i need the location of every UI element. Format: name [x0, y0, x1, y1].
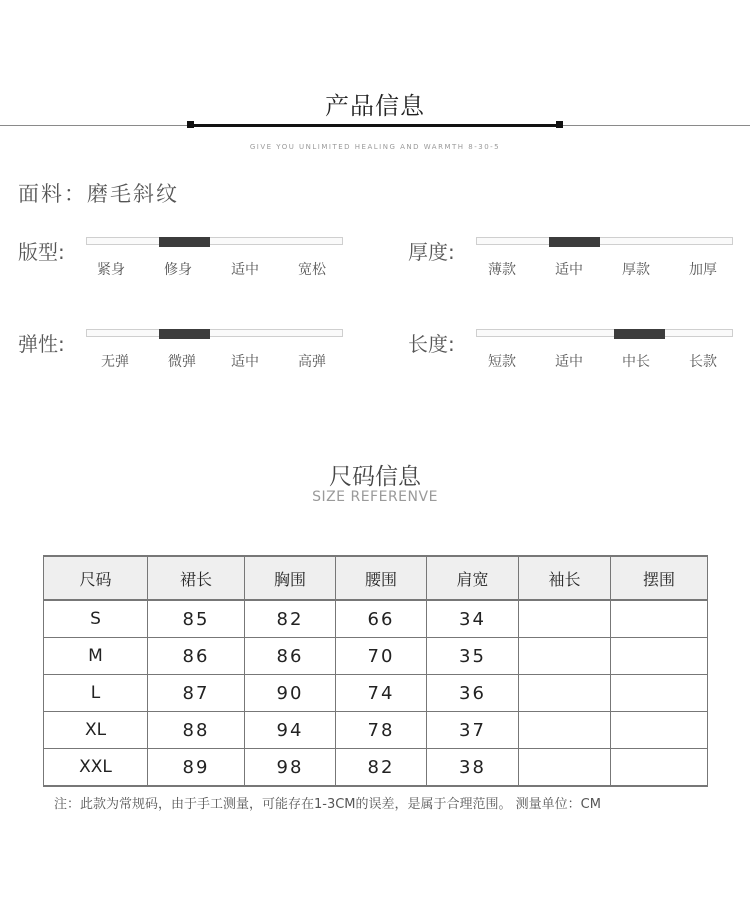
elasticity-option: 适中: [231, 354, 259, 370]
header-subtitle: GIVE YOU UNLIMITED HEALING AND WARMTH 8-30-5: [249, 143, 501, 151]
fit-label: 版型:: [18, 240, 65, 264]
length-option: 长款: [689, 354, 717, 370]
header-shoulder: 肩宽: [427, 556, 519, 600]
table-cell: 82: [336, 749, 427, 787]
length-option: 短款: [488, 354, 516, 370]
table-cell: 74: [336, 675, 427, 712]
header-left-dot: [187, 121, 194, 128]
elasticity-option: 高弹: [298, 354, 326, 370]
size-table: [43, 555, 708, 787]
measurement-note: 注：此款为常规码，由于手工测量，可能存在1-3CM的误差，是属于合理范围。 测量单位：CM: [54, 797, 601, 812]
table-cell: 70: [336, 638, 427, 675]
table-cell: [519, 749, 611, 787]
table-cell: [611, 675, 708, 712]
thickness-option: 厚款: [622, 262, 650, 278]
table-cell: 88: [148, 712, 245, 749]
header-waist: 腰围: [336, 556, 427, 600]
table-cell: 86: [148, 638, 245, 675]
table-cell: 36: [427, 675, 519, 712]
fit-scale-marker: [159, 237, 210, 247]
elasticity-option: 微弹: [168, 354, 196, 370]
thickness-label: 厚度:: [408, 240, 455, 264]
table-cell: [519, 675, 611, 712]
thickness-option: 薄款: [488, 262, 516, 278]
table-cell: [519, 600, 611, 638]
table-cell: [611, 712, 708, 749]
length-option: 中长: [622, 354, 650, 370]
thickness-scale-marker: [549, 237, 600, 247]
header-hem: 摆围: [611, 556, 708, 600]
table-cell: XL: [44, 712, 148, 749]
size-info-title: 尺码信息: [329, 464, 421, 490]
fit-option: 紧身: [97, 262, 125, 278]
table-cell: 78: [336, 712, 427, 749]
table-cell: 98: [245, 749, 336, 787]
table-cell: [519, 712, 611, 749]
elasticity-scale-track: [86, 329, 343, 337]
fit-option: 修身: [164, 262, 192, 278]
table-cell: [611, 600, 708, 638]
size-table-header-row: [44, 556, 708, 600]
elasticity-scale-marker: [159, 329, 210, 339]
table-cell: 35: [427, 638, 519, 675]
header-bust: 胸围: [245, 556, 336, 600]
table-cell: XXL: [44, 749, 148, 787]
table-row: [44, 600, 708, 638]
table-cell: 34: [427, 600, 519, 638]
thickness-option: 适中: [555, 262, 583, 278]
table-row: [44, 749, 708, 787]
elasticity-option: 无弹: [101, 354, 129, 370]
table-cell: [519, 638, 611, 675]
length-scale-marker: [614, 329, 665, 339]
table-cell: 85: [148, 600, 245, 638]
table-cell: [611, 638, 708, 675]
size-info-subtitle: SIZE REFERENVE: [312, 489, 438, 505]
table-cell: S: [44, 600, 148, 638]
table-cell: 94: [245, 712, 336, 749]
table-cell: 66: [336, 600, 427, 638]
thickness-option: 加厚: [689, 262, 717, 278]
table-cell: 86: [245, 638, 336, 675]
header-right-dot: [556, 121, 563, 128]
product-info-title: 产品信息: [325, 92, 425, 120]
table-row: [44, 638, 708, 675]
fit-option: 宽松: [298, 262, 326, 278]
elasticity-label: 弹性:: [18, 332, 65, 356]
table-cell: 38: [427, 749, 519, 787]
header-sleeve: 袖长: [519, 556, 611, 600]
length-label: 长度:: [408, 332, 455, 356]
fit-option: 适中: [231, 262, 259, 278]
table-cell: M: [44, 638, 148, 675]
table-cell: 37: [427, 712, 519, 749]
fit-scale-track: [86, 237, 343, 245]
table-row: [44, 675, 708, 712]
table-cell: 82: [245, 600, 336, 638]
thickness-scale-track: [476, 237, 733, 245]
table-cell: L: [44, 675, 148, 712]
header-size: 尺码: [44, 556, 148, 600]
length-scale-track: [476, 329, 733, 337]
fabric-info: 面料：磨毛斜纹: [18, 182, 179, 206]
header-accent-bar: [190, 124, 559, 127]
table-cell: [611, 749, 708, 787]
table-cell: 87: [148, 675, 245, 712]
table-cell: 89: [148, 749, 245, 787]
header-dress-length: 裙长: [148, 556, 245, 600]
table-row: [44, 712, 708, 749]
length-option: 适中: [555, 354, 583, 370]
table-cell: 90: [245, 675, 336, 712]
